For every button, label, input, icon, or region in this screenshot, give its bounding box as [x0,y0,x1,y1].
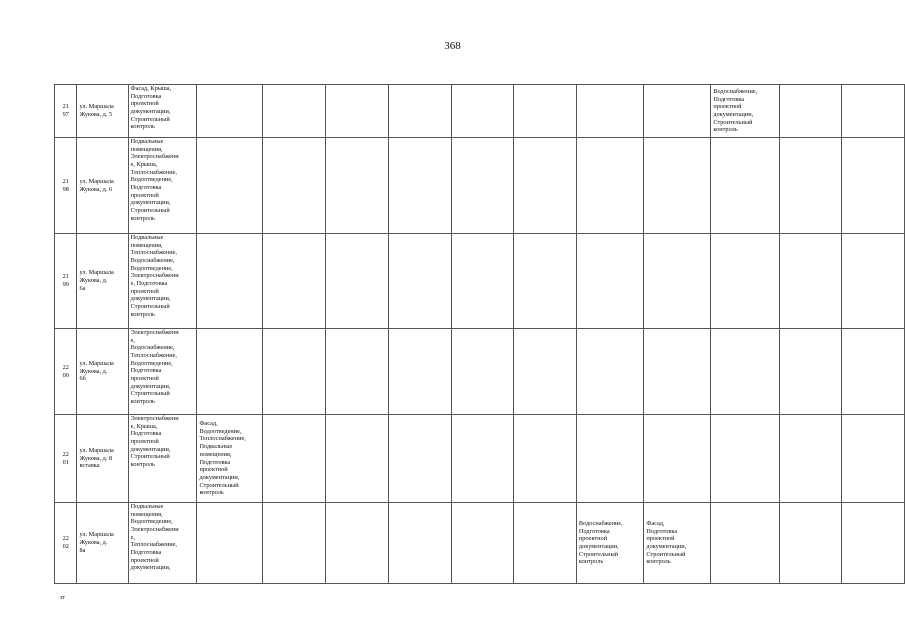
address-cell: ул. Маршала Жукова, д. 6 [77,138,128,234]
empty-cell [779,85,841,138]
works-table [54,84,905,584]
period-cell [197,85,262,138]
empty-cell [841,85,904,138]
period-cell [644,329,711,415]
period-cell [197,503,262,584]
table-row [55,329,905,415]
empty-cell [513,415,576,503]
row-number-cell: 21 97 [55,85,77,138]
period-cell [576,415,643,503]
works-cell: Подвальные помещения, Теплоснабжение, Водоснабжение, Водоотведение, Электроснабжени е, Подготовка проектной документации, Строительный контроль [128,234,197,329]
period-cell [576,138,643,234]
period-cell [711,503,779,584]
works-cell: Подвальные помещения, Водоотведение, Электроснабжени е, Теплоснабжение, Подготовка проектной документации, [128,503,197,584]
works-cell: Электроснабжени е, Водоснабжение, Теплоснабжение, Водоотведение, Подготовка проектной документации, Строительный контроль [128,329,197,415]
table-row [55,503,905,584]
empty-cell [262,329,325,415]
empty-cell [325,234,388,329]
table-row [55,85,905,138]
address-cell: ул. Маршала Жукова, д. 6б [77,329,128,415]
period-cell [576,85,643,138]
period-cell [711,329,779,415]
works-cell: Подвальные помещения, Электроснабжени е, Крыша, Теплоснабжение, Водоотведение, Подготовка проектной документации, Строительный контроль [128,138,197,234]
empty-cell [451,329,513,415]
empty-cell [841,503,904,584]
empty-cell [262,503,325,584]
row-number-cell: 22 02 [55,503,77,584]
empty-cell [262,234,325,329]
empty-cell [388,85,451,138]
empty-cell [388,503,451,584]
empty-cell [388,329,451,415]
period-cell [711,234,779,329]
empty-cell [841,138,904,234]
empty-cell [841,234,904,329]
row-number-cell: 21 99 [55,234,77,329]
address-cell: ул. Маршала Жукова, д. 8а [77,503,128,584]
period-cell [576,329,643,415]
period-cell [711,415,779,503]
empty-cell [388,234,451,329]
table-row [55,234,905,329]
row-number-cell: 22 00 [55,329,77,415]
empty-cell [451,138,513,234]
period-cell: Фасад, Водоотведение, Теплоснабжение, Подвальные помещения, Подготовка проектной документации, Строительный контроль [197,415,262,503]
empty-cell [325,138,388,234]
period-cell [644,415,711,503]
empty-cell [451,85,513,138]
empty-cell [841,415,904,503]
empty-cell [841,329,904,415]
empty-cell [262,415,325,503]
period-cell [644,138,711,234]
empty-cell [262,85,325,138]
period-cell: Фасад, Подготовка проектной документации, Строительный контроль [644,503,711,584]
address-cell: ул. Маршала Жукова, д. 5 [77,85,128,138]
empty-cell [779,234,841,329]
empty-cell [388,415,451,503]
empty-cell [451,503,513,584]
empty-cell [513,234,576,329]
empty-cell [262,138,325,234]
empty-cell [513,329,576,415]
empty-cell [451,234,513,329]
works-cell: Фасад, Крыша, Подготовка проектной документации, Строительный контроль [128,85,197,138]
row-number-cell: 21 98 [55,138,77,234]
empty-cell [779,329,841,415]
empty-cell [388,138,451,234]
empty-cell [779,138,841,234]
period-cell [644,234,711,329]
period-cell [197,329,262,415]
empty-cell [779,415,841,503]
period-cell: Водоснабжение, Подготовка проектной документации, Строительный контроль [711,85,779,138]
empty-cell [779,503,841,584]
table-row [55,415,905,503]
address-cell: ул. Маршала Жукова, д. 6а [77,234,128,329]
empty-cell [451,415,513,503]
footer-code: зт [60,595,65,601]
empty-cell [513,85,576,138]
period-cell [644,85,711,138]
period-cell [197,234,262,329]
empty-cell [325,503,388,584]
row-number-cell: 22 01 [55,415,77,503]
empty-cell [325,415,388,503]
empty-cell [513,503,576,584]
period-cell: Водоснабжение, Подготовка проектной документации, Строительный контроль [576,503,643,584]
period-cell [711,138,779,234]
empty-cell [325,85,388,138]
empty-cell [325,329,388,415]
works-cell: Электроснабжени е, Крыша, Подготовка проектной документации, Строительный контроль [128,415,197,503]
address-cell: ул. Маршала Жукова, д. 8 вставка [77,415,128,503]
period-cell [576,234,643,329]
page-number: 368 [444,40,461,52]
period-cell [197,138,262,234]
empty-cell [513,138,576,234]
table-row [55,138,905,234]
